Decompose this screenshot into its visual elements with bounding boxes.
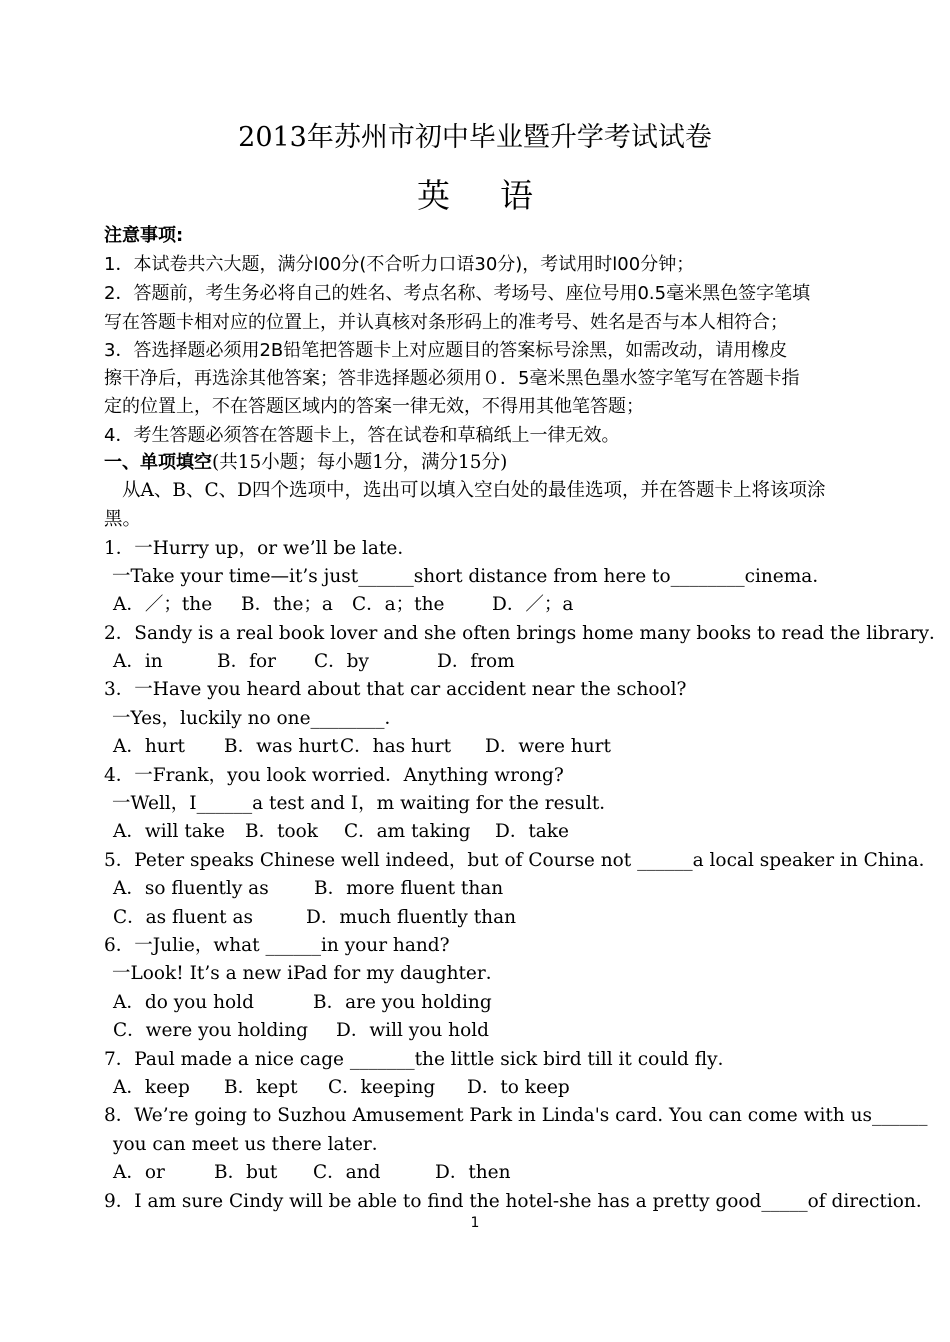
notes-line: 写在答题卡相对应的位置上，并认真核对条形码上的准考号、姓名是否与本人相符合； — [104, 312, 788, 333]
option-c: C．and — [313, 1162, 381, 1183]
question-stem: 7．Paul made a nice cage _______the little sick bird till it could fly． — [104, 1049, 737, 1070]
option-b: B．the；a — [241, 594, 333, 615]
question-stem: you can meet us there later． — [113, 1134, 391, 1155]
option-b: B．kept — [224, 1077, 298, 1098]
option-a: A．keep — [113, 1077, 190, 1098]
notes-line: 1．本试卷共六大题，满分l00分(不合听力口语30分)，考试用时l00分钟； — [104, 254, 695, 275]
option-b: B．more fluent than — [314, 878, 504, 899]
option-c: C．has hurt — [340, 736, 452, 757]
notes-line: 定的位置上，不在答题区域内的答案一律无效，不得用其他笔答题； — [104, 396, 644, 417]
option-a: A．in — [113, 651, 163, 672]
exam-subject: 英语 — [417, 176, 583, 215]
option-a: A．hurt — [113, 736, 185, 757]
option-a: A．will take — [113, 821, 225, 842]
option-c: C．were you holding — [113, 1020, 308, 1041]
notes-line: 2．答题前，考生务必将自己的姓名、考点名称、考场号、座位号用0.5毫米黑色签字笔填 — [104, 283, 811, 304]
question-stem: 1．一Hurry up，or we’ll be late． — [104, 538, 416, 559]
question-stem: 一Take your time—it’s just______short distance from here to________cinema． — [112, 566, 831, 587]
page-number: 1 — [470, 1215, 480, 1231]
option-b: B．for — [217, 651, 276, 672]
option-c: C．keeping — [328, 1077, 436, 1098]
question-stem: 8．We’re going to Suzhou Amusement Park in Linda's card. You can come with us______ — [104, 1105, 928, 1126]
option-d: D．were hurt — [485, 736, 611, 757]
exam-title: 2013年苏州市初中毕业暨升学考试试卷 — [238, 122, 712, 153]
option-d: D．to keep — [467, 1077, 570, 1098]
notes-heading: 注意事项: — [104, 225, 184, 246]
option-d: D．from — [437, 651, 515, 672]
option-a: A．／；the — [113, 594, 213, 615]
section-instruction: 从A、B、C、D四个选项中，选出可以填入空白处的最佳选项，并在答题卡上将该项涂 — [122, 480, 826, 501]
section-heading-bold: 一、单项填空 — [104, 452, 212, 473]
option-c: C．a；the — [352, 594, 445, 615]
question-stem: 2．Sandy is a real book lover and she often brings home many books to read the library． — [104, 623, 948, 644]
option-b: B．are you holding — [313, 992, 492, 1013]
option-b: B．took — [245, 821, 319, 842]
option-c: C．am taking — [344, 821, 471, 842]
option-a: A．or — [113, 1162, 165, 1183]
question-stem: 4．一Frank，you look worried．Anything wrong? — [104, 765, 564, 786]
section-heading — [104, 450, 507, 476]
option-a: A．do you hold — [113, 992, 254, 1013]
question-stem: 6．一Julie，what ______in your hand? — [104, 935, 450, 956]
notes-line: 擦干净后，再选涂其他答案；答非选择题必须用０．5毫米黑色墨水签字笔写在答题卡指 — [104, 368, 800, 389]
option-c: C．by — [314, 651, 369, 672]
section-heading-rest: (共15小题；每小题1分，满分15分) — [212, 452, 508, 473]
option-a: A．so fluently as — [113, 878, 269, 899]
question-stem: 3．一Have you heard about that car accident near the school? — [104, 679, 687, 700]
option-b: B．was hurt — [224, 736, 339, 757]
option-d: D．／；a — [492, 594, 574, 615]
question-stem: 一Well，I______a test and I，m waiting for the result． — [112, 793, 618, 814]
notes-line: 4．考生答题必须答在答题卡上，答在试卷和草稿纸上一律无效。 — [104, 425, 620, 446]
notes-line: 3．答选择题必须用2B铅笔把答题卡上对应题目的答案标号涂黑，如需改动，请用橡皮 — [104, 340, 788, 361]
question-stem: 9．I am sure Cindy will be able to find the hotel-she has a pretty good_____of direction． — [104, 1191, 935, 1212]
option-d: D．then — [435, 1162, 511, 1183]
option-d: D．much fluently than — [306, 907, 517, 928]
option-c: C．as fluent as — [113, 907, 254, 928]
question-stem: 一Yes，luckily no one________． — [112, 708, 404, 729]
section-instruction: 黑。 — [104, 509, 142, 530]
option-d: D．will you hold — [336, 1020, 489, 1041]
option-b: B．but — [214, 1162, 278, 1183]
option-d: D．take — [495, 821, 569, 842]
question-stem: 一Look! It’s a new iPad for my daughter． — [112, 963, 505, 984]
question-stem: 5．Peter speaks Chinese well indeed，but of Course not ______a local speaker in China． — [104, 850, 938, 871]
